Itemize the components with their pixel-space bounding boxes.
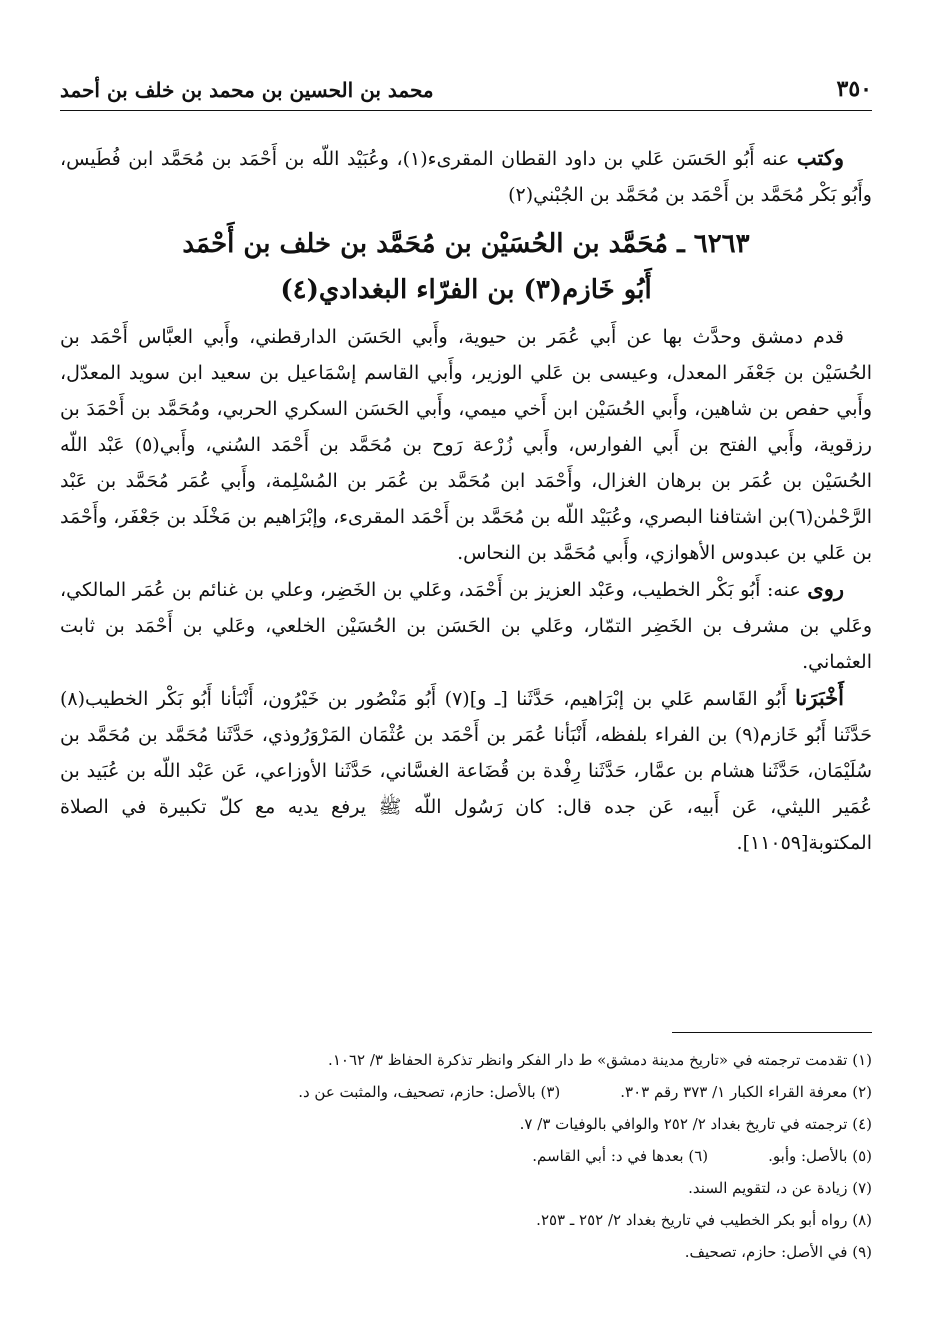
page-number: ٣٥٠ (836, 76, 872, 102)
narrators-text: عنه: أَبُو بَكْر الخطيب، وعَبْد العزيز بن أَحْمَد، وعَلي بن الخَضِر، وعلي بن غنائم بن عُمَر المالكي، وعَلي بن مشرف بن الخَضِر التمّار، وعَلي بن الحَسَن بن الحُسَيْن الخلعي، وعَلي بن أَحْمَد بن ثابت العثماني. (60, 579, 872, 673)
teachers-paragraph: قدم دمشق وحدَّث بها عن أَبي عُمَر بن حيوية، وأَبي الحَسَن الدارقطني، وأَبي العبَّاس أَحْمَد بن الحُسَيْن بن جَعْفَر المعدل، وعيسى بن عَلي الوزير، وأَبي القاسم إسْمَاعيل بن سعيد ابن سويد المعدّل، وأَبي حفص بن شاهين، وأَبي الحُسَيْن ابن أَخي ميمي، وأَبي الحَسَن السكري الحربي، ومُحَمَّد بن أَحْمَدَ بن رزقوية، وأَبي الفتح بن أَبي الفوارس، وأَبي زُرْعة رَوح بن مُحَمَّد بن أَحْمَد السُني، وأَبي(٥) عَبْد اللّه الحُسَيْن بن عُمَر بن برهان الغزال، وأَحْمَد ابن مُحَمَّد بن عُمَر بن المُسْلِمة، وأَبي عُمَر مُحَمَّد بن عَبْد الرَّحْمٰن(٦)بن اشتافنا البصري، وعُبَيْد اللّه بن مُحَمَّد بن أَحْمَد المقرىء، وإبْرَاهيم بن مَخْلَد بن جَعْفَر، وأَحْمَد بن عَلي بن عبدوس الأهوازي، وأَبي مُحَمَّد بن النحاس. (60, 326, 872, 564)
page-header (60, 70, 872, 102)
entry-title-line-1: ٦٢٦٣ ـ مُحَمَّد بن الحُسَيْن بن مُحَمَّد بن خلف بن أَحْمَد (182, 229, 750, 259)
footnote-1: (١) تقدمت ترجمته في «تاريخ مدينة دمشق» ط دار الفكر وانظر تذكرة الحفاظ ٣/ ١٠٦٢. (328, 1051, 872, 1069)
hadith-lead: أَخْبَرَنا (795, 685, 844, 710)
footnote-7: (٧) زيادة عن د، لتقويم السند. (688, 1179, 872, 1197)
footnote-2: (٢) معرفة القراء الكبار ١/ ٣٧٣ رقم ٣٠٣. (620, 1083, 872, 1101)
footnote-5: (٥) بالأصل: وأبو. (768, 1147, 872, 1165)
footnote-rule (672, 1032, 872, 1033)
footnote-line-2-3 (60, 1076, 872, 1108)
intro-paragraph (60, 140, 872, 213)
entry-heading (60, 221, 872, 313)
footnotes (60, 1044, 872, 1268)
entry-title-line-2: أَبُو خَازم(٣) بن الفرّاء البغدادي(٤) (280, 275, 652, 305)
footnote-4: (٤) ترجمته في تاريخ بغداد ٢/ ٢٥٢ والوافي بالوفيات ٣/ ٧. (519, 1115, 872, 1133)
narrators-lead: روى (807, 576, 844, 601)
narrators-paragraph (60, 571, 872, 680)
header-rule (60, 110, 872, 111)
footnote-6: (٦) بعدها في د: أبي القاسم. (532, 1147, 709, 1165)
intro-lead: وكتب (796, 145, 844, 170)
footnote-9: (٩) في الأصل: حازم، تصحيف. (684, 1243, 872, 1261)
footnote-8: (٨) رواه أبو بكر الخطيب في تاريخ بغداد ٢/ ٢٥٢ ـ ٢٥٣. (536, 1211, 872, 1229)
running-title: محمد بن الحسين بن محمد بن خلف بن أحمد (60, 78, 434, 102)
intro-text: عنه أَبُو الحَسَن عَلي بن داود القطان المقرىء(١)، وعُبَيْد اللّه بن أَحْمَد بن مُحَمَّد ابن فُطَيس، وأَبُو بَكْر مُحَمَّد بن أَحْمَد بن مُحَمَّد بن الجُبْني(٢) (60, 148, 872, 206)
hadith-text: أَبُو القَاسم عَلي بن إبْرَاهيم، حَدَّثَنا [ـ و](٧) أَبُو مَنْصُور بن خَيْرُون، أَنْبَأنا أَبُو بَكْر الخطيب(٨) حَدَّثَنا أَبُو خَازم(٩) بن الفراء بلفظه، أَنْبَأنا عُمَر بن أَحْمَد بن عُثْمَان المَرْوَرُوذي، حَدَّثَنا مُحَمَّد بن مُحَمَّد بن سُلَيْمَان، حَدَّثَنا هشام بن عمَّار، حَدَّثَنا رِفْدة بن قُضَاعة الغسَّاني، حَدَّثَنا الأوزاعي، عَن عَبْد اللّه بن عُبَيد بن عُمَير الليثي، عَن أَبيه، عَن جده قال: كان رَسُول اللّه ﷺ يرفع يديه مع كلّ تكبيرة في الصلاة المكتوبة[١١٠٥٩]. (60, 688, 872, 854)
hadith-paragraph (60, 680, 872, 861)
footnote-3: (٣) بالأصل: حازم، تصحيف، والمثبت عن د. (298, 1083, 561, 1101)
main-text (60, 140, 872, 861)
footnote-line-5-6 (60, 1140, 872, 1172)
